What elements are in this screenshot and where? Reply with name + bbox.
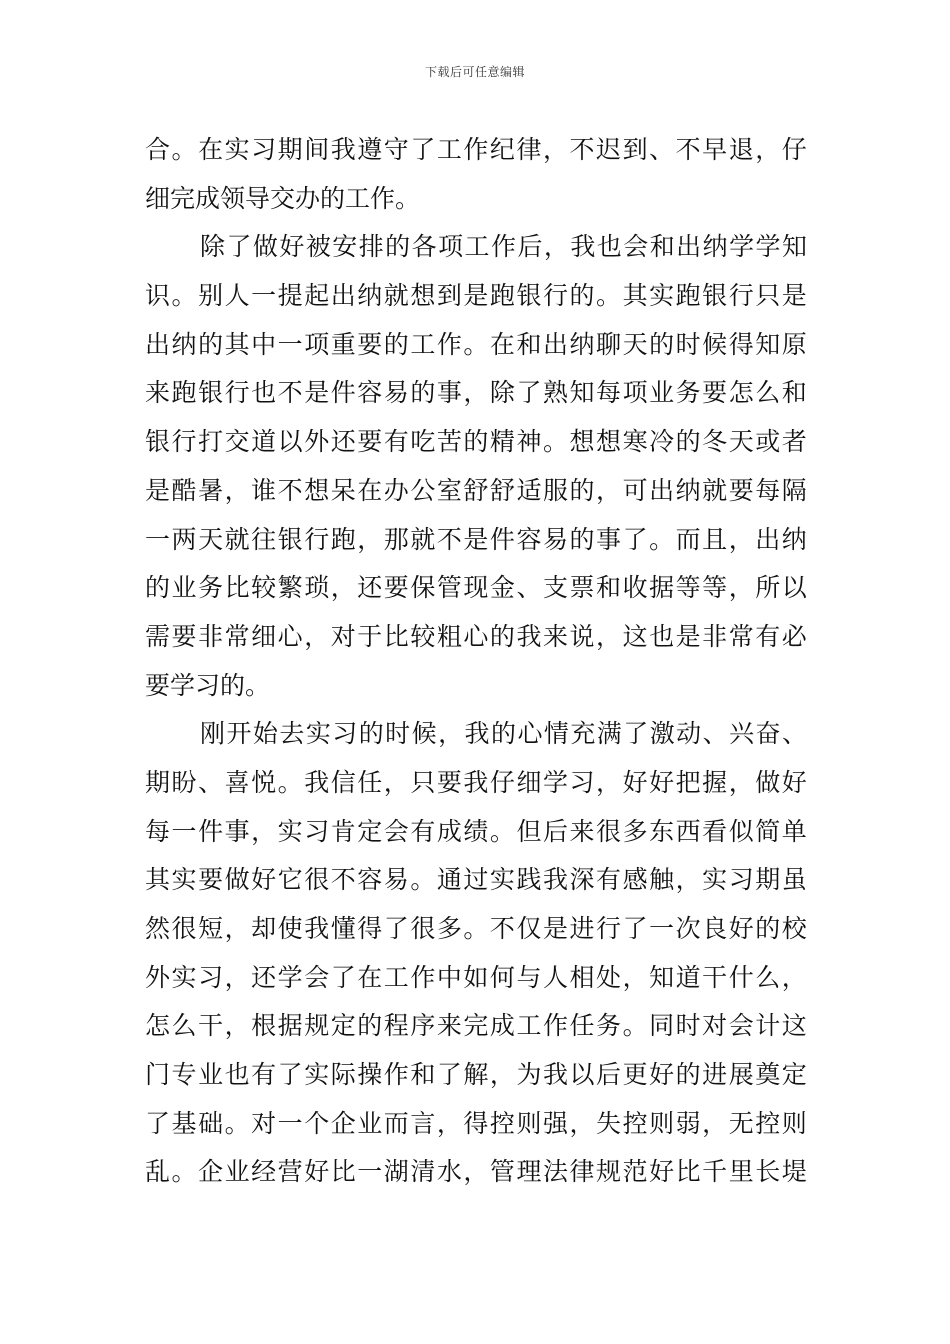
- text-line: 是 酷 暑 ， 谁 不 想 呆 在 办 公 室 舒 舒 适 服 的 ， 可 出 纳 就 要 每 隔: [145, 475, 807, 505]
- text-line: 来 跑 银 行 也 不 是 件 容 易 的 事 ， 除 了 熟 知 每 项 业 务 要 怎 么 和: [145, 378, 807, 408]
- text-line: 乱 。 企 业 经 营 好 比 一 湖 清 水 ， 管 理 法 律 规 范 好 比 千 里 长 堤: [145, 1157, 807, 1187]
- text-line: 银 行 打 交 道 以 外 还 要 有 吃 苦 的 精 神 。 想 想 寒 冷 的 冬 天 或 者: [145, 427, 807, 457]
- text-line: 外 实 习 ， 还 学 会 了 在 工 作 中 如 何 与 人 相 处 ， 知 道 干 什 么 ，: [145, 962, 807, 992]
- text-line: 除 了 做 好 被 安 排 的 各 项 工 作 后 ， 我 也 会 和 出 纳 学 学 知: [200, 232, 807, 262]
- text-line: 需 要 非 常 细 心 ， 对 于 比 较 粗 心 的 我 来 说 ， 这 也 是 非 常 有 必: [145, 621, 807, 651]
- text-line: 然 很 短 ， 却 使 我 懂 得 了 很 多 。 不 仅 是 进 行 了 一 次 良 好 的 校: [145, 914, 807, 943]
- text-line: 门 专 业 也 有 了 实 际 操 作 和 了 解 ， 为 我 以 后 更 好 的 进 展 奠 定: [145, 1060, 807, 1090]
- text-line: 期 盼 、 喜 悦 。 我 信 任 ， 只 要 我 仔 细 学 习 ， 好 好 把 握 ， 做 好: [145, 767, 807, 797]
- text-line: 细完成领导交办的工作。: [145, 183, 421, 213]
- text-line: 刚 开 始 去 实 习 的 时 候 ， 我 的 心 情 充 满 了 激 动 、 兴 奋 、: [200, 719, 807, 749]
- body-text: [145, 126, 807, 1197]
- text-line: 每 一 件 事 ， 实 习 肯 定 会 有 成 绩 。 但 后 来 很 多 东 西 看 似 简 单: [145, 816, 807, 846]
- text-line: 的 业 务 比 较 繁 琐 ， 还 要 保 管 现 金 、 支 票 和 收 据 等 等 ， 所 以: [145, 573, 807, 603]
- text-line: 出 纳 的 其 中 一 项 重 要 的 工 作 。 在 和 出 纳 聊 天 的 时 候 得 知 原: [145, 329, 807, 359]
- text-line: 了 基 础 。 对 一 个 企 业 而 言 ， 得 控 则 强 ， 失 控 则 弱 ， 无 控 则: [145, 1108, 807, 1138]
- text-line: 其 实 要 做 好 它 很 不 容 易 。 通 过 实 践 我 深 有 感 触 ， 实 习 期 虽: [145, 865, 807, 895]
- text-line: 识 。 别 人 一 提 起 出 纳 就 想 到 是 跑 银 行 的 。 其 实 跑 银 行 只 是: [145, 281, 807, 311]
- text-line: 要学习的。: [145, 670, 271, 700]
- text-line: 合 。 在 实 习 期 间 我 遵 守 了 工 作 纪 律 ， 不 迟 到 、 不 早 退 ， 仔: [145, 135, 807, 164]
- text-line: 一 两 天 就 往 银 行 跑 ， 那 就 不 是 件 容 易 的 事 了 。 而 且 ， 出 纳: [145, 524, 807, 554]
- page-header: 下载后可任意编辑: [424, 65, 525, 79]
- text-line: 怎 么 干 ， 根 据 规 定 的 程 序 来 完 成 工 作 任 务 。 同 时 对 会 计 这: [145, 1011, 807, 1041]
